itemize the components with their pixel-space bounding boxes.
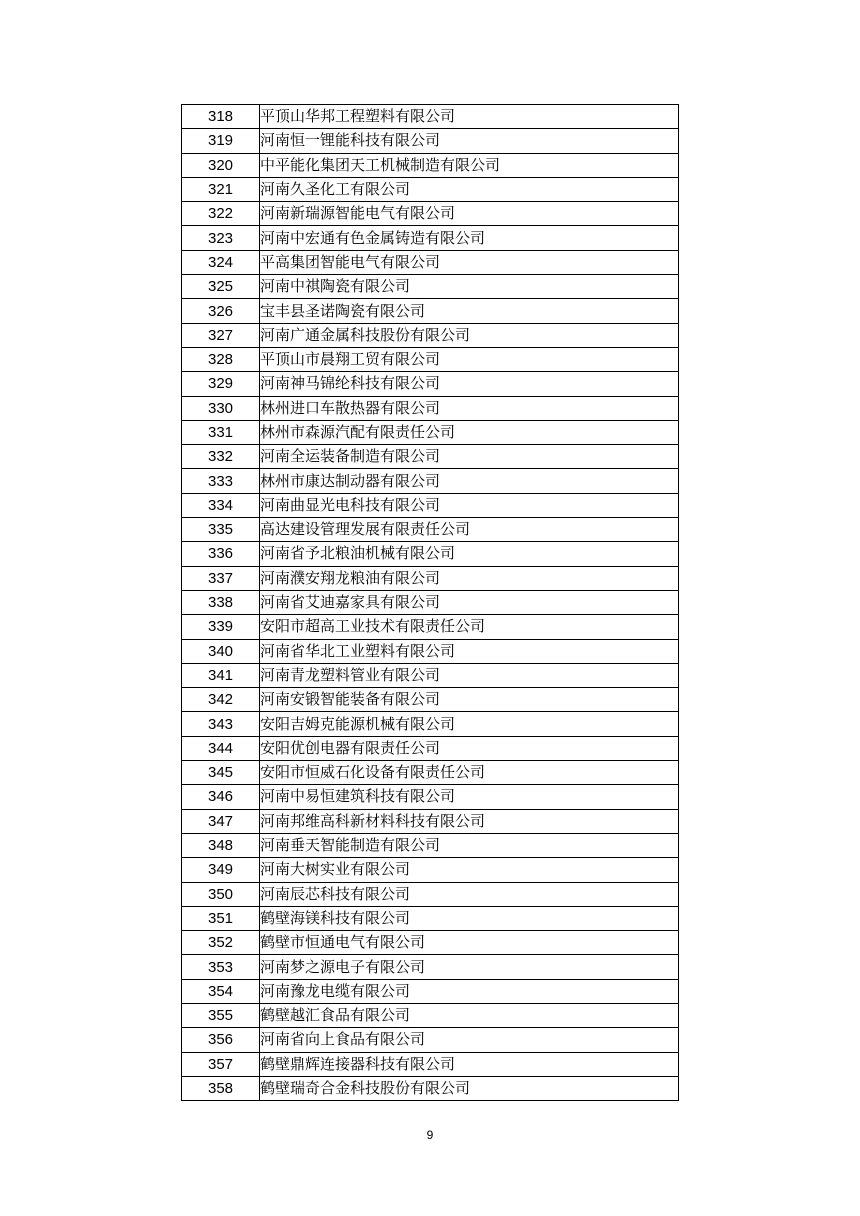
company-list-table	[181, 104, 679, 1101]
row-number: 353	[182, 955, 260, 979]
company-name: 林州市康达制动器有限公司	[260, 469, 679, 493]
table-row	[182, 129, 679, 153]
row-number: 320	[182, 153, 260, 177]
table-row	[182, 396, 679, 420]
table-row	[182, 761, 679, 785]
table-row	[182, 785, 679, 809]
table-row	[182, 931, 679, 955]
row-number: 323	[182, 226, 260, 250]
company-name: 河南神马锦纶科技有限公司	[260, 372, 679, 396]
company-name: 河南邦维高科新材料科技有限公司	[260, 809, 679, 833]
row-number: 331	[182, 420, 260, 444]
table-row	[182, 590, 679, 614]
table-row	[182, 323, 679, 347]
table-row	[182, 299, 679, 323]
table-row	[182, 202, 679, 226]
row-number: 349	[182, 858, 260, 882]
table-row	[182, 858, 679, 882]
table-row	[182, 372, 679, 396]
row-number: 329	[182, 372, 260, 396]
row-number: 334	[182, 493, 260, 517]
row-number: 357	[182, 1052, 260, 1076]
row-number: 338	[182, 590, 260, 614]
row-number: 333	[182, 469, 260, 493]
company-name: 河南省予北粮油机械有限公司	[260, 542, 679, 566]
row-number: 342	[182, 688, 260, 712]
table-row	[182, 979, 679, 1003]
row-number: 348	[182, 833, 260, 857]
company-name: 河南广通金属科技股份有限公司	[260, 323, 679, 347]
company-name: 河南新瑞源智能电气有限公司	[260, 202, 679, 226]
company-name: 河南全运装备制造有限公司	[260, 445, 679, 469]
row-number: 319	[182, 129, 260, 153]
company-name: 高达建设管理发展有限责任公司	[260, 518, 679, 542]
row-number: 345	[182, 761, 260, 785]
table-row	[182, 1076, 679, 1100]
table-row	[182, 275, 679, 299]
row-number: 330	[182, 396, 260, 420]
company-name: 河南安锻智能装备有限公司	[260, 688, 679, 712]
company-list-body	[182, 105, 679, 1101]
company-name: 安阳市恒威石化设备有限责任公司	[260, 761, 679, 785]
row-number: 335	[182, 518, 260, 542]
table-row	[182, 518, 679, 542]
row-number: 350	[182, 882, 260, 906]
company-name: 林州进口车散热器有限公司	[260, 396, 679, 420]
row-number: 326	[182, 299, 260, 323]
table-row	[182, 1003, 679, 1027]
company-name: 河南省华北工业塑料有限公司	[260, 639, 679, 663]
row-number: 347	[182, 809, 260, 833]
company-name: 河南中祺陶瓷有限公司	[260, 275, 679, 299]
table-row	[182, 833, 679, 857]
company-name: 平顶山市晨翔工贸有限公司	[260, 347, 679, 371]
table-row	[182, 736, 679, 760]
company-name: 河南青龙塑料管业有限公司	[260, 663, 679, 687]
company-name: 鹤壁市恒通电气有限公司	[260, 931, 679, 955]
row-number: 355	[182, 1003, 260, 1027]
company-name: 宝丰县圣诺陶瓷有限公司	[260, 299, 679, 323]
table-row	[182, 153, 679, 177]
table-row	[182, 347, 679, 371]
company-name: 鹤壁鼎辉连接器科技有限公司	[260, 1052, 679, 1076]
row-number: 339	[182, 615, 260, 639]
company-name: 河南曲显光电科技有限公司	[260, 493, 679, 517]
row-number: 340	[182, 639, 260, 663]
company-name: 鹤壁海镁科技有限公司	[260, 906, 679, 930]
company-name: 河南辰芯科技有限公司	[260, 882, 679, 906]
table-row	[182, 542, 679, 566]
company-name: 河南中宏通有色金属铸造有限公司	[260, 226, 679, 250]
table-row	[182, 469, 679, 493]
table-row	[182, 226, 679, 250]
row-number: 356	[182, 1028, 260, 1052]
row-number: 351	[182, 906, 260, 930]
table-row	[182, 105, 679, 129]
company-name: 鹤壁越汇食品有限公司	[260, 1003, 679, 1027]
company-name: 河南久圣化工有限公司	[260, 177, 679, 201]
table-row	[182, 809, 679, 833]
row-number: 327	[182, 323, 260, 347]
row-number: 336	[182, 542, 260, 566]
table-row	[182, 688, 679, 712]
company-name: 中平能化集团天工机械制造有限公司	[260, 153, 679, 177]
company-name: 鹤壁瑞奇合金科技股份有限公司	[260, 1076, 679, 1100]
row-number: 318	[182, 105, 260, 129]
table-row	[182, 663, 679, 687]
table-row	[182, 639, 679, 663]
table-row	[182, 1052, 679, 1076]
table-row	[182, 493, 679, 517]
company-name: 平高集团智能电气有限公司	[260, 250, 679, 274]
table-row	[182, 1028, 679, 1052]
table-row	[182, 566, 679, 590]
row-number: 358	[182, 1076, 260, 1100]
row-number: 337	[182, 566, 260, 590]
row-number: 322	[182, 202, 260, 226]
row-number: 352	[182, 931, 260, 955]
page-number: 9	[426, 1128, 434, 1142]
company-name: 安阳优创电器有限责任公司	[260, 736, 679, 760]
table-row	[182, 955, 679, 979]
row-number: 332	[182, 445, 260, 469]
company-name: 河南垂天智能制造有限公司	[260, 833, 679, 857]
row-number: 346	[182, 785, 260, 809]
company-name: 河南恒一锂能科技有限公司	[260, 129, 679, 153]
company-name: 河南中易恒建筑科技有限公司	[260, 785, 679, 809]
table-row	[182, 615, 679, 639]
company-name: 平顶山华邦工程塑料有限公司	[260, 105, 679, 129]
row-number: 321	[182, 177, 260, 201]
company-name: 河南豫龙电缆有限公司	[260, 979, 679, 1003]
table-row	[182, 445, 679, 469]
table-row	[182, 712, 679, 736]
company-name: 河南大树实业有限公司	[260, 858, 679, 882]
company-name: 安阳市超高工业技术有限责任公司	[260, 615, 679, 639]
row-number: 343	[182, 712, 260, 736]
row-number: 324	[182, 250, 260, 274]
company-name: 河南省艾迪嘉家具有限公司	[260, 590, 679, 614]
company-name: 河南梦之源电子有限公司	[260, 955, 679, 979]
table-row	[182, 420, 679, 444]
table-row	[182, 250, 679, 274]
row-number: 354	[182, 979, 260, 1003]
table-row	[182, 177, 679, 201]
company-name: 安阳吉姆克能源机械有限公司	[260, 712, 679, 736]
row-number: 344	[182, 736, 260, 760]
row-number: 328	[182, 347, 260, 371]
company-name: 河南濮安翔龙粮油有限公司	[260, 566, 679, 590]
company-name: 林州市森源汽配有限责任公司	[260, 420, 679, 444]
row-number: 341	[182, 663, 260, 687]
company-name: 河南省向上食品有限公司	[260, 1028, 679, 1052]
row-number: 325	[182, 275, 260, 299]
table-row	[182, 882, 679, 906]
table-row	[182, 906, 679, 930]
